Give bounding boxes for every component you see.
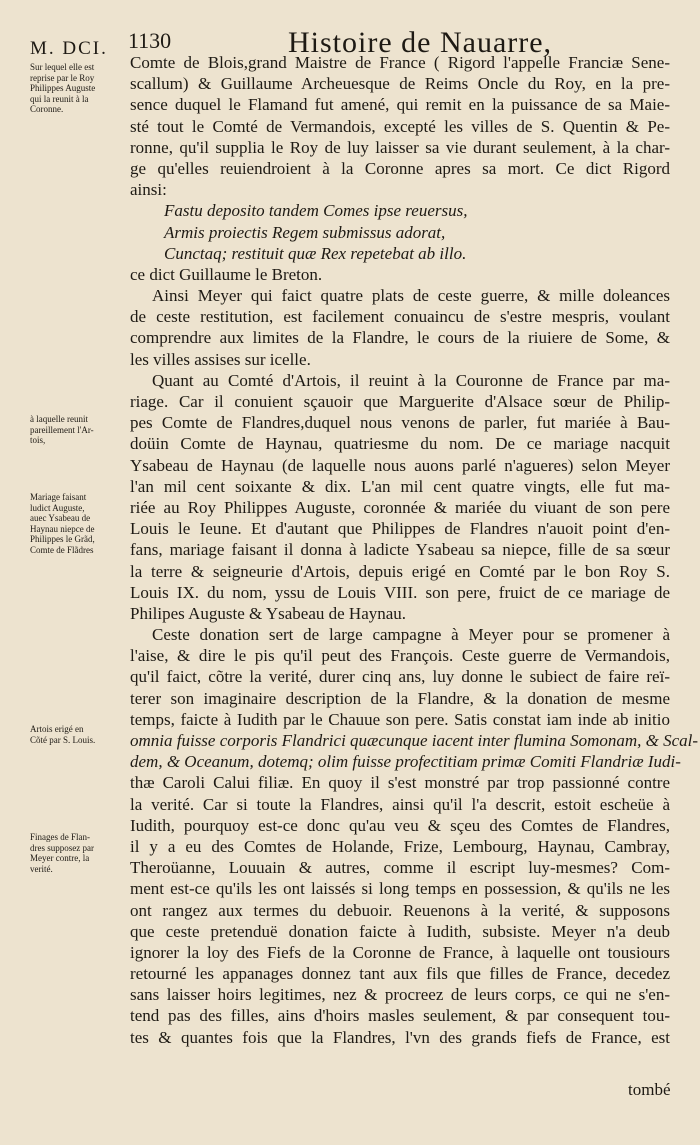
margin-note-line: auec Ysabeau de	[30, 513, 91, 523]
margin-note-line: reprise par le Roy	[30, 72, 95, 83]
text-line: riage. Car il conuient sçauoir que Marguerite d'Alsace sœur de Philip-	[130, 392, 670, 411]
text-line: que ceste pretenduë donation faicte à Iudith, subsiste. Meyer n'a deub	[130, 921, 670, 941]
margin-note-line: verité.	[30, 863, 53, 874]
text-line: Fastu deposito tandem Comes ipse reuersus,	[164, 201, 468, 221]
text-line: Cunctaq; restituit quæ Rex repetebat ab illo.	[164, 243, 467, 263]
page-title: Histoire de Nauarre,	[288, 26, 553, 59]
text-line: Ainsi Meyer qui faict quatre plats de ceste guerre, & mille doleances	[152, 286, 670, 306]
text-line: ainsi:	[130, 180, 167, 200]
margin-note-line: Meyer contre, la	[30, 853, 90, 863]
text-line: dem, & Oceanum, dotemq; olim fuisse profectitiam primæ Comiti Flandriæ Iudi-	[130, 752, 681, 772]
text-line: scallum) & Guillaume Archeuesque de Reims Oncle du Roy, en la pre-	[130, 74, 670, 94]
text-line: riée au Roy Philippes Auguste, coronnée & mariée du viuant de son pere	[130, 497, 670, 517]
margin-note	[30, 724, 126, 745]
text-line: Quant au Comté d'Artois, il reuint à la Couronne de France par ma-	[152, 370, 670, 390]
margin-note-line: Mariage faisant	[30, 492, 87, 502]
text-line: ce dict Guillaume le Breton.	[130, 264, 323, 284]
margin-note-line: Finages de Flan-	[30, 832, 90, 842]
margin-note-line: Sur lequel elle est	[30, 62, 95, 72]
header-year: M. DCI.	[30, 38, 108, 59]
text-line: ignorer la loy des Fiefs de la Coronne de France, à laquelle ont tousiours	[130, 942, 670, 962]
text-line: doüin Comte de Haynau, quatriesme du nom. De ce mariage nacquit	[130, 434, 670, 454]
margin-note-line: qui la reunit à la	[30, 93, 89, 104]
text-line: ment est-ce qu'ils les ont laissés si long temps en possession, & qu'ils ne les	[130, 879, 670, 899]
margin-note	[30, 414, 126, 446]
margin-note-line: Artois erigé en	[30, 724, 84, 734]
text-line: sence duquel le Flamand fut amené, qui remit en la puissance de sa Maie-	[130, 95, 670, 115]
margin-note-line: Comte de Flãdres	[30, 544, 94, 555]
margin-note-line: dres supposez par	[30, 842, 94, 853]
text-line: ge qu'elles reuiendroient à la Coronne apres sa mort. Ce dict Rigord	[130, 158, 670, 178]
text-line: sté tout le Comté de Vermandois, excepté les villes de S. Quentin & Pe-	[130, 116, 670, 136]
text-line: comprendre aux limites de la Flandre, le cours de la riuiere de Some, &	[130, 328, 670, 348]
margin-note-line: Philippes le Grãd,	[30, 534, 95, 544]
text-line: ont rangez aux termes du debuoir. Reuenons à la verité, & supposons	[130, 900, 670, 920]
text-line: l'aise, & dire le pis qu'il peut des François. Ceste guerre de Vermandois,	[130, 646, 670, 666]
margin-note-line: Coronne.	[30, 104, 64, 114]
text-line: pes Comte de Flandres,duquel nous venons de parler, fut mariée à Bau-	[130, 413, 670, 433]
text-line: temps, faicte à Iudith par le Chauue son pere. Satis constat iam inde ab initio	[130, 709, 670, 729]
margin-note	[30, 492, 126, 555]
text-line: Louis IX. du nom, yssu de Louis VIII. son pere, fruict de ce mariage de	[130, 582, 670, 602]
text-line: sans laisser hoirs legitimes, nez & procreez de leurs corps, ce qui ne s'en-	[130, 985, 670, 1005]
page-number: 1130	[128, 28, 172, 53]
text-line: il y a eu des Comtes de Holande, Frize, Lembourg, Haynau, Cambray,	[130, 836, 670, 856]
margin-note-line: pareillement l'Ar-	[30, 424, 94, 435]
margin-note-line: Philippes Auguste	[30, 83, 96, 93]
text-line: Iudith, pourquoy est-ce donc qu'au veu & sçeu des Comtes de Flandres,	[130, 815, 670, 835]
text-line: l'an mil cent soixante & dix. L'an mil cent quatre vingts, elle fut ma-	[130, 476, 670, 496]
text-line: qu'il faict, cõtre la verité, durer cinq ans, luy donne le subiect de faire reï-	[130, 667, 670, 687]
text-line: thæ Caroli Calui filiæ. En quoy il s'est monstré par trop passionné contre	[130, 773, 670, 793]
margin-note-line: Cõté par S. Louis.	[30, 734, 96, 745]
margin-note-line: à laquelle reunit	[30, 414, 88, 424]
text-line: Ceste donation sert de large campagne à Meyer pour se promener à	[152, 625, 670, 645]
margin-note-line: ludict Auguste,	[30, 502, 85, 513]
text-line: omnia fuisse corporis Flandrici quæcunque iacent inter flumina Somonam, & Scal-	[130, 731, 699, 750]
text-line: Louis le Ieune. Et d'autant que Philippes de Flandres n'auoit point d'en-	[130, 519, 670, 539]
catchword: tombé	[628, 1080, 671, 1099]
text-line: Philipes Auguste & Ysabeau de Haynau.	[130, 603, 407, 623]
text-line: Theroüanne, Louuain & autres, comme il escript luy-mesmes? Com-	[130, 858, 670, 878]
text-line: retourné les appanages donnez tant aux fils que filles de France, decedez	[130, 964, 670, 984]
margin-note-line: Haynau niepce de	[30, 523, 95, 534]
text-line: Ysabeau de Haynau (de laquelle nous auons parlé n'agueres) selon Meyer	[130, 455, 670, 475]
margin-note-line: tois,	[30, 435, 46, 445]
text-line: la verité. Car si toute la Flandres, ainsi qu'il l'a descrit, estoit escheüe à	[130, 794, 670, 814]
text-line: ronne, qu'il supplia le Roy de luy laisser sa vie durant seulement, à la char-	[130, 137, 670, 157]
text-line: terer son imaginaire description de la Flandre, & la donation de mesme	[130, 688, 670, 708]
text-line: Comte de Blois,grand Maistre de France ( Rigord l'appelle Franciæ Sene-	[130, 53, 670, 72]
text-line: tes & quantes fois que la Flandres, l'vn des grands fiefs de France, est	[130, 1027, 670, 1047]
text-line: la terre & seigneurie d'Artois, depuis erigé en Comté par le bon Roy S.	[130, 561, 670, 581]
body-text	[130, 52, 699, 1048]
text-line: fans, mariage faisant il donna à ladicte Ysabeau sa niepce, fille de sa sœur	[130, 540, 670, 560]
text-line: Armis proiectis Regem submissus adorat,	[164, 222, 446, 242]
text-line: de ceste restitution, est facilement conuaincu de s'estre mespris, voulant	[130, 307, 670, 327]
margin-note	[30, 62, 126, 115]
text-line: les villes assises sur icelle.	[130, 349, 311, 369]
text-line: tend pas des filles, ains d'hoirs masles seulement, & par consequent tou-	[130, 1006, 670, 1026]
margin-note	[30, 832, 126, 874]
